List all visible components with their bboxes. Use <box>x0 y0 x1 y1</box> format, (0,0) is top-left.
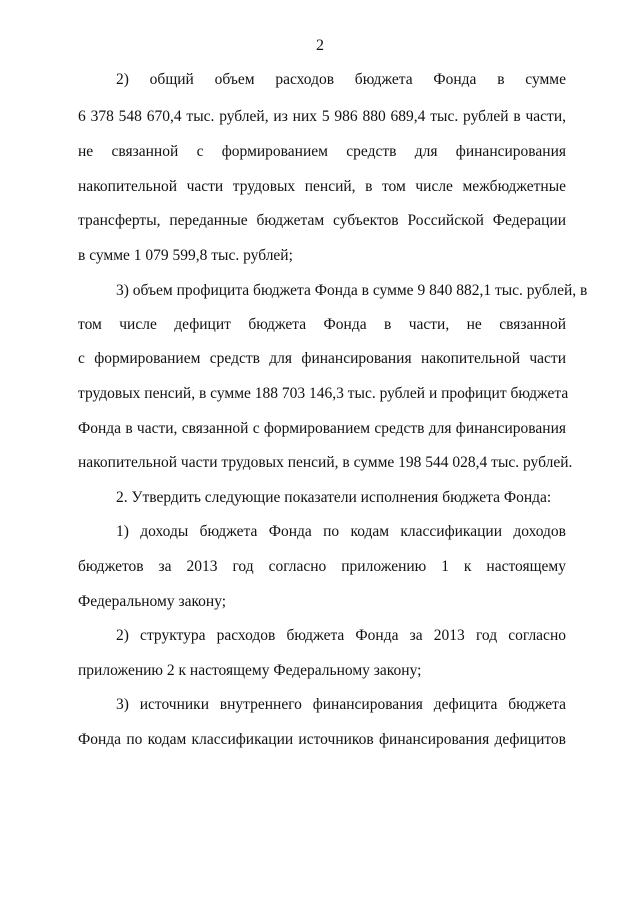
text-line: том числе дефицит бюджета Фонда в части, не связанной <box>78 316 566 333</box>
text-line: Фонда в части, связанной с формированием средств для финансирования <box>78 420 566 437</box>
text-line: накопительной части трудовых пенсий, в сумме 198 544 028,4 тыс. рублей. <box>78 454 573 471</box>
text-line: 1) доходы бюджета Фонда по кодам классификации доходов <box>116 523 566 540</box>
text-line: 6 378 548 670,4 тыс. рублей, из них 5 986 880 689,4 тыс. рублей в части, <box>78 108 566 125</box>
text-line: 3) источники внутреннего финансирования дефицита бюджета <box>116 696 566 713</box>
text-line: приложению 2 к настоящему Федеральному закону; <box>78 662 422 679</box>
page-number: 2 <box>316 37 324 54</box>
text-line: Фонда по кодам классификации источников финансирования дефицитов <box>78 731 566 748</box>
text-line: трудовых пенсий, в сумме 188 703 146,3 тыс. рублей и профицит бюджета <box>78 385 569 402</box>
text-line: бюджетов за 2013 год согласно приложению 1 к настоящему <box>78 558 566 575</box>
text-line: 3) объем профицита бюджета Фонда в сумме 9 840 882,1 тыс. рублей, в <box>116 282 588 299</box>
text-line: трансферты, переданные бюджетам субъектов Российской Федерации <box>78 212 566 229</box>
text-line: Федеральному закону; <box>78 593 227 610</box>
text-line: в сумме 1 079 599,8 тыс. рублей; <box>78 247 293 264</box>
text-line: 2) структура расходов бюджета Фонда за 2013 год согласно <box>116 627 566 644</box>
text-line: 2. Утвердить следующие показатели исполнения бюджета Фонда: <box>116 489 552 506</box>
text-line: с формированием средств для финансирования накопительной части <box>78 350 566 367</box>
text-line: не связанной с формированием средств для финансирования <box>78 143 566 160</box>
text-line: накопительной части трудовых пенсий, в том числе межбюджетные <box>78 178 566 195</box>
text-line: 2) общий объем расходов бюджета Фонда в сумме <box>116 71 566 88</box>
